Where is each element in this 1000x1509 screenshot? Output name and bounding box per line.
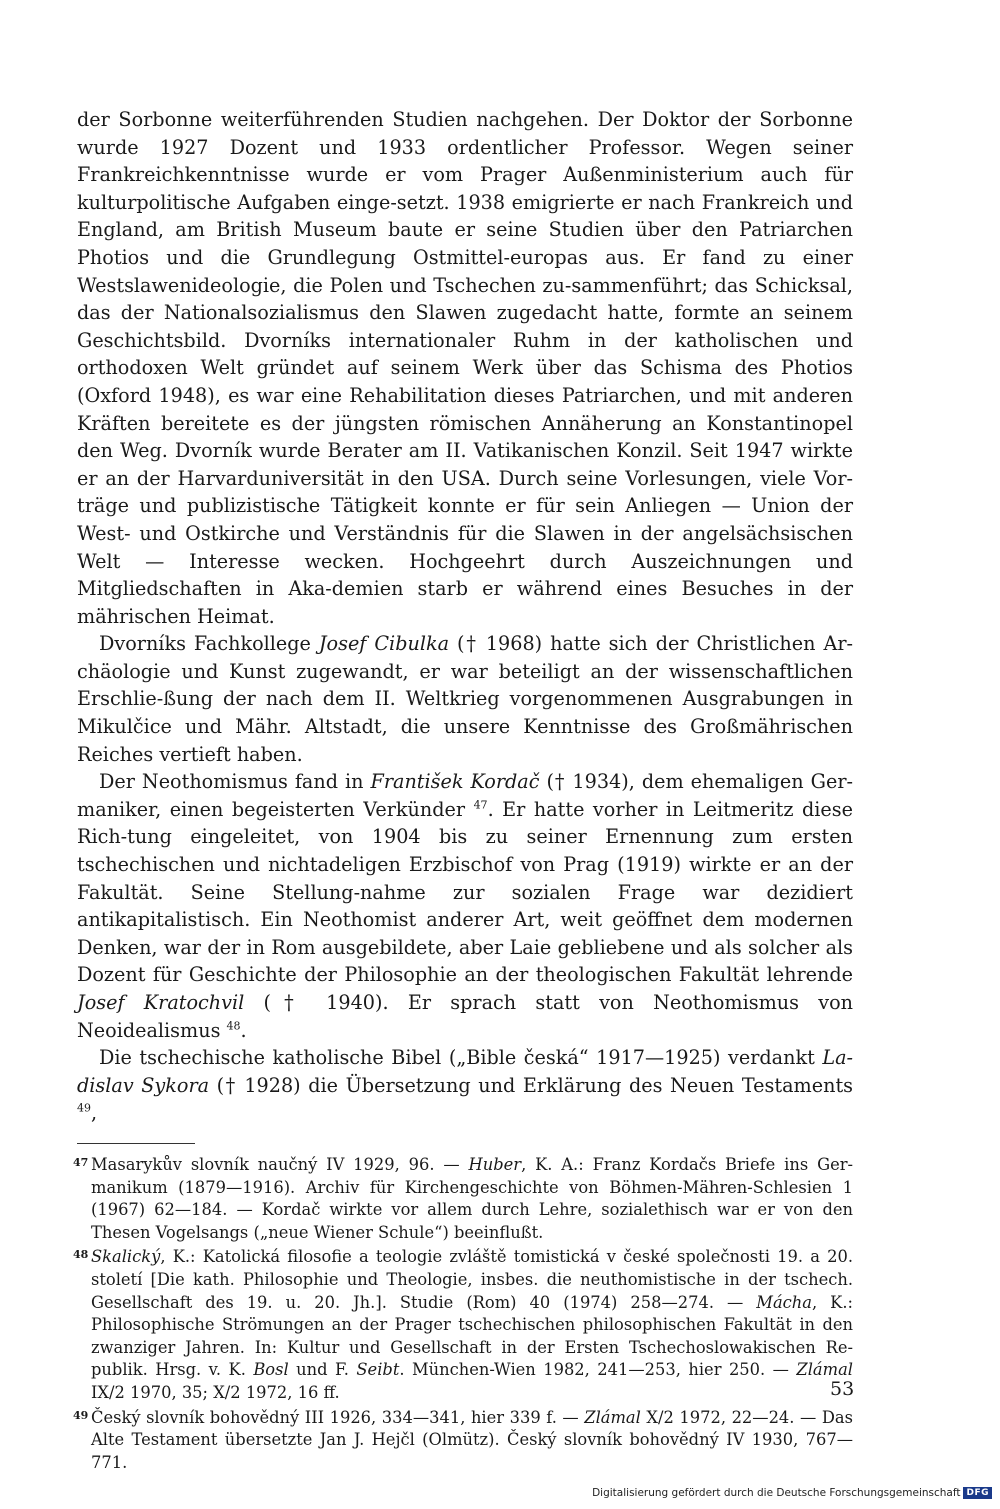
italic-name: Josef Cibulka <box>318 632 450 656</box>
footnotes <box>73 1154 853 1474</box>
italic-name: Mácha <box>756 1292 812 1312</box>
text-segment: († 1928) die Übersetzung und Erklärung des Neuen Testaments <box>209 1073 853 1097</box>
text-segment: der Sorbonne weiterführenden Studien nachgehen. Der Doktor der Sorbonne wurde 1927 Dozent und 1933 ordentlicher Professor. Wegen seiner Frankreichkenntnisse wurde er vom Prager Außenministerium auch für kulturpolitische Aufgaben einge-setzt. 1938 emigrierte er nach Frankreich und England, am British Museum baute er seine Studien über den Patriarchen Photios und die Grundlegung Ostmittel-europas aus. Er fand zu einer Westslawenideologie, die Polen und Tschechen zu-sammenführt; das Schicksal, das der Nationalsozialismus den Slawen zugedacht hatte, formte an seinem Geschichtsbild. Dvorníks internationaler Ruhm in der katholischen und orthodoxen Welt gründet auf seinem Werk über das Schisma des Photios (Oxford 1948), es war eine Rehabilitation dieses Patriarchen, und mit anderen Kräften bereitete es der jüngsten römischen Annäherung an Konstantinopel den Weg. Dvorník wurde Berater am II. Vatikanischen Konzil. Seit 1947 wirkte er an der Harvarduniversität in den USA. Durch seine Vorlesungen, viele Vor-träge und publizistische Tätigkeit konnte er für sein Anliegen — Union der West- und Ostkirche und Verständnis für die Slawen in der angelsächsischen Welt — Interesse wecken. Hochgeehrt durch Auszeichnungen und Mitgliedschaften in Aka-demien starb er während eines Besuches in der mährischen Heimat. <box>77 108 853 628</box>
text-segment: Dvorníks Fachkollege <box>99 632 319 656</box>
paragraph <box>77 630 853 768</box>
page <box>73 106 854 1476</box>
italic-name: Bosl <box>253 1360 289 1380</box>
text-segment: , <box>91 1101 98 1125</box>
dfg-notice-text: Digitalisierung gefördert durch die Deutsche Forschungsgemeinschaft <box>592 1487 961 1499</box>
paragraph <box>77 1044 853 1127</box>
body-text <box>77 106 853 1127</box>
text-segment: († 1940). Er sprach statt von Neothomismus von Neoidealismus <box>77 991 854 1042</box>
footnote-reference: 47 <box>473 798 488 812</box>
text-segment: († 1934), dem ehemaligen Ger-maniker, einen begeisterten Verkünder <box>77 770 853 821</box>
text-segment: . <box>240 1018 247 1042</box>
italic-name: Seibt <box>356 1360 400 1380</box>
footnote-rule <box>77 1143 195 1144</box>
footnote-47 <box>73 1154 853 1244</box>
text-segment: , K.: Philosophische Strömungen an der Prager tschechischen philosophischen Fakultät in den zwanziger Jahren. In: Kultur und Gesellschaft in der Ersten Tschechoslowakischen Re-publik. Hrsg. v. K. <box>91 1292 853 1380</box>
footnote-49 <box>73 1407 853 1475</box>
text-segment: Die tschechische katholische Bibel („Bible česká“ 1917—1925) verdankt <box>99 1046 823 1070</box>
footnote-reference: 48 <box>226 1019 241 1033</box>
italic-name: La-dislav Sykora <box>77 1046 853 1097</box>
footnote-number: 49 <box>73 1408 89 1422</box>
dfg-notice <box>592 1487 992 1499</box>
dfg-logo: DFG <box>963 1487 992 1499</box>
text-segment: Masarykův slovník naučný IV 1929, 96. — <box>91 1154 469 1174</box>
text-segment: Der Neothomismus fand in <box>99 770 371 794</box>
text-segment: . Er hatte vorher in Leitmeritz diese Rich-tung eingeleitet, von 1904 bis zu seiner Ernennung zum ersten tschechischen und nichtadeligen Erzbischof von Prag (1919) wirkte er an der Fakultät. Seine Stellung-nahme zur sozialen Frage war dezidiert antikapitalistisch. Ein Neothomist anderer Art, weit geöffnet dem modernen Denken, war der in Rom ausgebildete, aber Laie gebliebene und als solcher als Dozent für Geschichte der Philosophie an der theologischen Fakultät lehrende <box>77 797 853 987</box>
italic-name: Zlámal <box>796 1360 853 1380</box>
italic-name: Skalický <box>91 1247 161 1267</box>
italic-name: Zlámal <box>584 1407 641 1427</box>
italic-name: Josef Kratochvil <box>77 991 245 1014</box>
italic-name: František Kordač <box>370 770 540 794</box>
footnote-48 <box>73 1246 853 1404</box>
footnote-reference: 49 <box>77 1101 91 1115</box>
text-segment: , K.: Katolická filosofie a teologie zvláště tomistická v české společnosti 19. a 20. století [Die kath. Philosophie und Theologie, insbes. die neuthomistische in der tschech. Gesellschaft des 19. u. 20. Jh.]. Studie (Rom) 40 (1974) 258—274. — <box>91 1247 853 1312</box>
italic-name: Huber <box>468 1154 522 1174</box>
page-number: 53 <box>830 1378 855 1400</box>
text-segment: IX/2 1970, 35; X/2 1972, 16 ff. <box>91 1382 340 1402</box>
footnote-number: 48 <box>73 1248 89 1262</box>
text-segment: Český slovník bohovědný III 1926, 334—341, hier 339 f. — <box>91 1407 585 1427</box>
text-segment: X/2 1972, 22—24. — Das Alte Testament übersetzte Jan J. Hejčl (Olmütz). Český slovník bohovědný IV 1930, 767—771. <box>91 1407 853 1472</box>
footnote-number: 47 <box>73 1155 89 1169</box>
text-segment: und F. <box>288 1360 357 1380</box>
text-segment: († 1968) hatte sich der Christlichen Ar-chäologie und Kunst zugewandt, er war beteiligt an der wissenschaftlichen Erschlie-ßung der nach dem II. Weltkrieg vorgenommenen Ausgrabungen in Mikulčice und Mähr. Altstadt, die unsere Kenntnisse des Großmährischen Reiches vertieft haben. <box>77 632 853 766</box>
paragraph <box>77 106 853 630</box>
text-segment: , K. A.: Franz Kordačs Briefe ins Ger-manikum (1879—1916). Archiv für Kirchengeschichte von Böhmen-Mähren-Schlesien 1 (1967) 62—184. — Kordač wirkte vor allem durch Lehre, sozialethisch war er von den Thesen Vogelsangs („neue Wiener Schule“) beeinflußt. <box>91 1154 853 1242</box>
text-segment: . München-Wien 1982, 241—253, hier 250. — <box>399 1360 797 1380</box>
paragraph <box>77 768 853 1044</box>
